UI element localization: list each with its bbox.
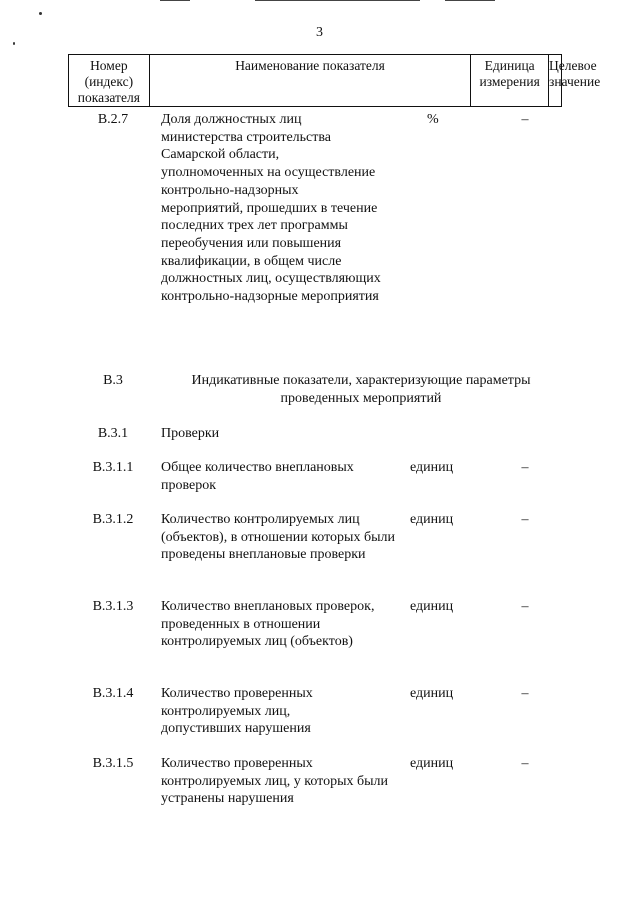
row-target: – [521,756,529,771]
row-target: – [521,112,529,127]
scan-edge-mark [255,0,420,1]
row-name: Количество внеплановых проверок, проведенных в отношении контролируемых лиц (объектов) [161,599,375,650]
row-unit: единиц [410,512,454,527]
row-name: Общее количество внеплановых проверок [161,460,354,493]
scan-speck [39,12,42,15]
section-code: В.3 [103,373,123,388]
row-target: – [521,599,529,614]
row-code: В.3.1.1 [92,460,134,475]
row-code: В.3.1.5 [92,756,134,771]
row-name: Количество контролируемых лиц (объектов), в отношении которых были проведены внеплановые проверки [161,512,395,563]
subsection-code: В.3.1 [97,426,129,441]
row-name: Доля должностных лиц министерства строительства Самарской области, уполномоченных на осуществление контрольно-надзорных мероприятий, прошедших в течение последних трех лет программы переобучения или повышения квалификации, в общем числе должностных лиц, осуществляющих контрольно-надзорные мероприятия [161,112,381,305]
page-number: 3 [316,25,323,40]
row-unit: % [427,112,439,127]
header-target: Целевое значение [549,58,601,89]
header-name: Наименование показателя [150,55,472,106]
row-code: В.3.1.2 [92,512,134,527]
row-unit: единиц [410,756,454,771]
row-name: Количество проверенных контролируемых лиц, допустивших нарушения [161,686,313,737]
row-name: Количество проверенных контролируемых лиц, у которых были устранены нарушения [161,756,389,807]
header-unit: Единица измерения [471,55,549,106]
row-target: – [521,512,529,527]
scan-edge-mark [445,0,495,1]
row-code: В.2.7 [97,112,129,127]
row-target: – [521,460,529,475]
section-title: Индикативные показатели, характеризующие параметры проведенных мероприятий [191,373,531,406]
row-code: В.3.1.4 [92,686,134,701]
scan-edge-mark [160,0,190,1]
scan-speck [13,42,15,45]
row-code: В.3.1.3 [92,599,134,614]
row-unit: единиц [410,599,454,614]
table-header [68,54,601,107]
row-unit: единиц [410,686,454,701]
row-unit: единиц [410,460,454,475]
header-index: Номер (индекс) показателя [69,55,150,106]
subsection-title: Проверки [161,426,220,441]
row-target: – [521,686,529,701]
